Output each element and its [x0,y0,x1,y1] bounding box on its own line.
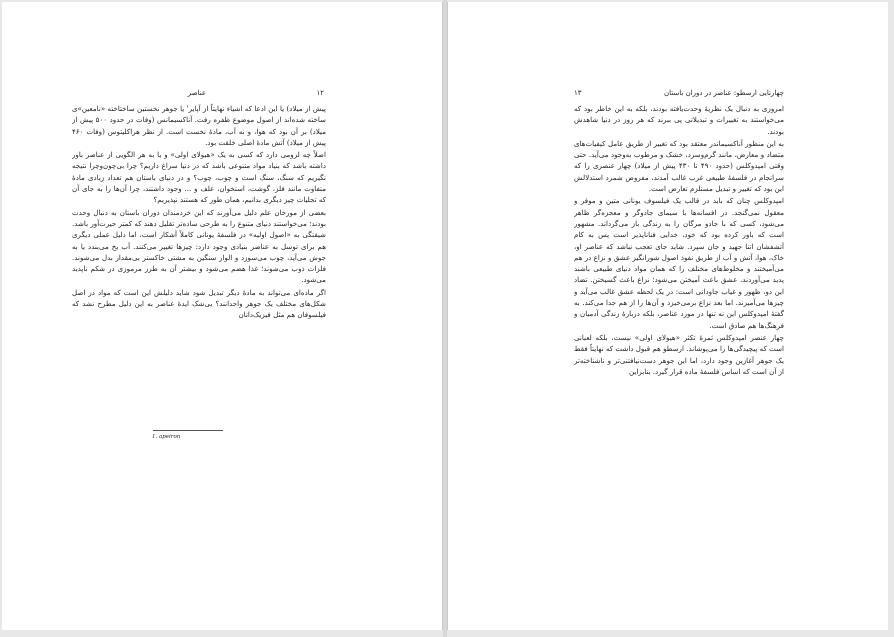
left-page-body [72,103,326,395]
footnote: 1. apeiron [152,434,181,440]
right-page-body [574,103,784,457]
left-running-title: عناصر [187,89,206,97]
right-page [447,2,888,630]
paragraph: اصلاً چه لزومی دارد که کسی به یک «هیولای اولی» و یا به هر الگویی از عناصر باور داشته باشد که بنیاد مواد متنوعی باشد که در دنیا سراغ داریم؟ چرا بی‌چون‌وچرا نتیجه نگیریم که سنگ، سنگ است و چوب، چوب؟ و در دنیای باستان هم تعداد زیادی مادهٔ متفاوت مانند فلز، گوشت، استخوان، علف و ... وجود داشتند، چرا آن‌ها را به جای آن که تجلیات چیز دیگری بدانیم، همان طور که هستند نپذیریم؟ [72,150,326,205]
paragraph: چهار عنصر امپدوکلس ثمرهٔ تکثر «هیولای اولی» نیست، بلکه لعبانی است که پیچیدگی‌ها را می‌پوشاند. ارسطو هم قبول داشت که نهایتاً فقط یک جوهر آغازین وجود دارد، اما این جوهر دست‌نیافتنی‌تر و ناشناخته‌تر از آن است که اساس فلسفهٔ ماده قرار گیرد. بنابراین [574,332,784,376]
left-page-header [72,87,324,99]
footnote-rule [153,430,223,431]
left-page-number: ۱۲ [316,89,324,97]
right-page-header [574,87,784,99]
paragraph: امپدوکلس چنان که باید در قالب یک فیلسوف یونانی متین و موقر و معقول نمی‌گنجد. در افسانه‌ها با سیمای جادوگر و معجزه‌گر ظاهر می‌شود، کسی که با جادو مرگان را به زندگی باز می‌گرداند. مشهور است که باور کرده بود که خود، خدایی فناناپذیر است پس به کام آتشفشان اتنا جهید و جان سپرد. شاید جای تعجب نباشد که عناصر او، خاک، هوا، آتش و آب از طریق نفوذ اصول شورانگیز عشق و نزاع در هم می‌آمیختند و مخلوط‌های مختلف را که همان مواد دنیای طبیعی باشند پدید می‌آوردند. عشق باعث آمیختن می‌شود؛ نزاع باعث گسیختن. تضاد این دو، ظهور و غیاب جاودانی است: در یک لحظه عشق غالب می‌آید و چیزها می‌آمیزند. اما بعد نزاع برمی‌خیزد و آن‌ها را از هم جدا می‌کند. به گفتهٔ امپدوکلس این نه تنها در مورد عناصر، بلکه دربارهٔ زندگی آدمیان و فرهنگ‌ها هم صادق است. [574,196,784,330]
paragraph: امروزی به دنبال یک نظریهٔ وحدت‌یافته بودند، بلکه به این خاطر بود که می‌خواستند به تغییرات و تبدیلاتی پی ببرند که هر روز در دنیا شاهدش بودند. [574,104,784,136]
right-running-title: چهارتایی ارسطو: عناصر در دوران باستان [664,89,784,97]
paragraph: به این منظور آناکسیماندر معتقد بود که تغییر از طریق عامل کیفیات‌های متضاد و معارض، مانند گرم‌وسرد، خشک و مرطوب به‌وجود می‌آید. حتی وقتی امپدوکلس (حدود ۴۹۰ تا ۴۳۰ پیش از میلاد) چهار عنصری را که سرانجام در فلسفهٔ طبیعی غرب غالب آمدند، مفروض شمرد استدلالش این بود که تغییر و تبدیل مستلزم تعارض است. [574,138,784,194]
paragraph: بعضی از مورخان علم دلیل می‌آورند که این خردمندان دوران باستان به دنبال وحدت بودند؛ می‌خواستند دنیای متنوع را به طرحی ساده‌تر تقلیل دهند که کمتر حیرت‌آور باشد. شیفتگی به «اصول اولیه» در فلسفهٔ یونانی کاملاً آشکار است، اما دلیل عملی دیگری هم برای توسل به عناصر بنیادی وجود دارد: چیزها تغییر می‌کنند. آب یخ می‌بندد یا به جوش می‌آید، چوب می‌سوزد و الوار سنگین به مشتی خاکستر بی‌مقدار بدل می‌شوند. فلزات ذوب می‌شوند؛ غذا هضم می‌شود و بیشتر آن به طرز مرموزی در شکم ناپدید می‌شود. [72,207,326,285]
right-page-number: ۱۳ [574,89,582,97]
left-page [2,2,443,630]
paragraph: پیش از میلاد) یا این ادعا که اشیاء نهایتاً از آپایر' یا جوهر نخستین ساختاخته «نامعین»ی ساخته شده‌اند از اصول موضوع ظفره رفت. آناکسیمانس (وفات در حدود ۵۰۰ پیش از میلاد) بر آن بود که هوا، و نه آب، مادهٔ نخست است. از نظر هراکلیتوس (وفات ۴۶۰ پیش از میلاد) آتش مادهٔ اصلی خلقت بود. [72,104,326,147]
paragraph: اگر ماده‌ای می‌تواند به مادهٔ دیگر تبدیل شود شاید دلیلش این است که مواد در اصل شکل‌های مختلف یک جوهر واحدانند؟ بی‌شک ایدهٔ عناصر به این دلیل مطرح نشد که فیلسوفان هم مثل فیزیک‌دانان [72,287,326,320]
